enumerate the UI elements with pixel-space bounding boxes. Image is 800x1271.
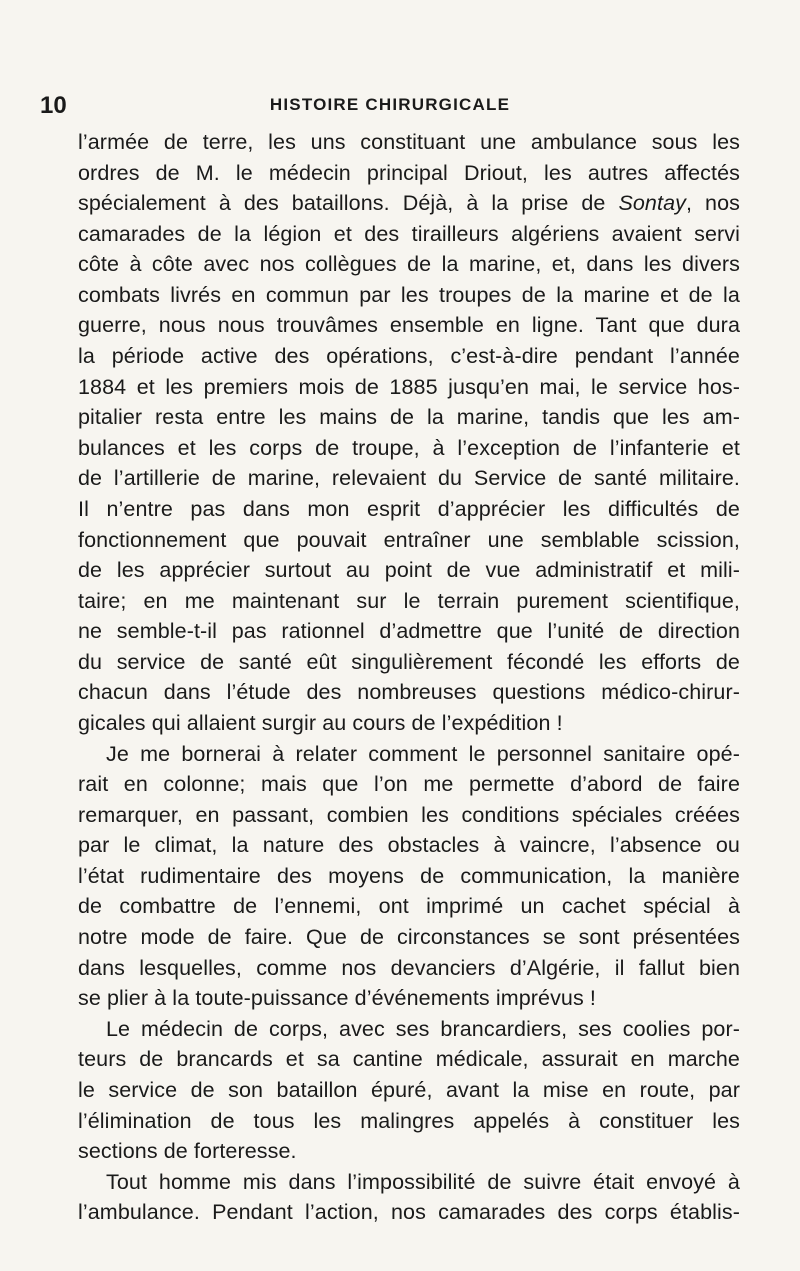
text-line: sections de forteresse. xyxy=(78,1139,297,1164)
text-line: teurs de brancards et sa cantine médicale, assurait en marche xyxy=(78,1047,740,1072)
text-line: taire; en me maintenant sur le terrain purement scientifique, xyxy=(78,588,740,613)
text-line: de l’artillerie de marine, relevaient du Service de santé militaire. xyxy=(78,466,740,491)
text-segment: spécialement à des bataillons. Déjà, à la prise de xyxy=(78,191,619,216)
text-line: Je me bornerai à relater comment le personnel sanitaire opé- xyxy=(106,741,740,766)
text-line: bulances et les corps de troupe, à l’exception de l’infanterie et xyxy=(78,435,740,460)
text-line: par le climat, la nature des obstacles à vaincre, l’absence ou xyxy=(78,833,740,858)
text-line: camarades de la légion et des tirailleurs algériens avaient servi xyxy=(78,221,740,246)
text-line: la période active des opérations, c’est-à-dire pendant l’année xyxy=(78,344,740,369)
text-line: Il n’entre pas dans mon esprit d’apprécier les difficultés de xyxy=(78,496,740,521)
text-line: combats livrés en commun par les troupes de la marine et de la xyxy=(78,282,740,307)
text-line: ordres de M. le médecin principal Driout, les autres affectés xyxy=(78,160,740,185)
text-line: chacun dans l’étude des nombreuses questions médico-chirur- xyxy=(78,680,740,705)
italic-place-name: Sontay xyxy=(618,191,686,216)
text-line: Tout homme mis dans l’impossibilité de suivre était envoyé à xyxy=(106,1169,740,1194)
text-line: guerre, nous nous trouvâmes ensemble en ligne. Tant que dura xyxy=(78,313,740,338)
text-line: de combattre de l’ennemi, ont imprimé un cachet spécial à xyxy=(78,894,740,919)
text-line xyxy=(78,188,740,219)
text-line: se plier à la toute-puissance d’événements imprévus ! xyxy=(78,986,596,1011)
text-line: gicales qui allaient surgir au cours de l’expédition ! xyxy=(78,710,563,735)
text-line: dans lesquelles, comme nos devanciers d’Algérie, il fallut bien xyxy=(78,955,740,980)
page-number: 10 xyxy=(40,92,67,119)
text-line: du service de santé eût singulièrement fécondé les efforts de xyxy=(78,649,740,674)
text-line: l’élimination de tous les malingres appelés à constituer les xyxy=(78,1108,740,1133)
text-line: ne semble-t-il pas rationnel d’admettre que l’unité de direction xyxy=(78,619,740,644)
body-text xyxy=(78,127,740,1228)
text-line: remarquer, en passant, combien les conditions spéciales créées xyxy=(78,802,740,827)
text-line: le service de son bataillon épuré, avant la mise en route, par xyxy=(78,1077,740,1102)
text-line: côte à côte avec nos collègues de la marine, et, dans les divers xyxy=(78,252,740,277)
text-line: l’état rudimentaire des moyens de communication, la manière xyxy=(78,863,740,888)
text-line: l’armée de terre, les uns constituant une ambulance sous les xyxy=(78,130,740,154)
text-line: pitalier resta entre les mains de la marine, tandis que les am- xyxy=(78,405,740,430)
text-line: fonctionnement que pouvait entraîner une semblable scission, xyxy=(78,527,740,552)
text-line: 1884 et les premiers mois de 1885 jusqu’en mai, le service hos- xyxy=(78,374,740,399)
text-line: Le médecin de corps, avec ses brancardiers, ses coolies por- xyxy=(106,1016,740,1041)
text-line: l’ambulance. Pendant l’action, nos camarades des corps établis- xyxy=(78,1200,740,1225)
text-line: rait en colonne; mais que l’on me permette d’abord de faire xyxy=(78,772,740,797)
text-line: de les apprécier surtout au point de vue administratif et mili- xyxy=(78,558,740,583)
running-head: HISTOIRE CHIRURGICALE xyxy=(269,95,511,114)
text-segment: , nos xyxy=(685,191,740,216)
text-line: notre mode de faire. Que de circonstances se sont présentées xyxy=(78,925,740,950)
page-header xyxy=(40,92,740,122)
